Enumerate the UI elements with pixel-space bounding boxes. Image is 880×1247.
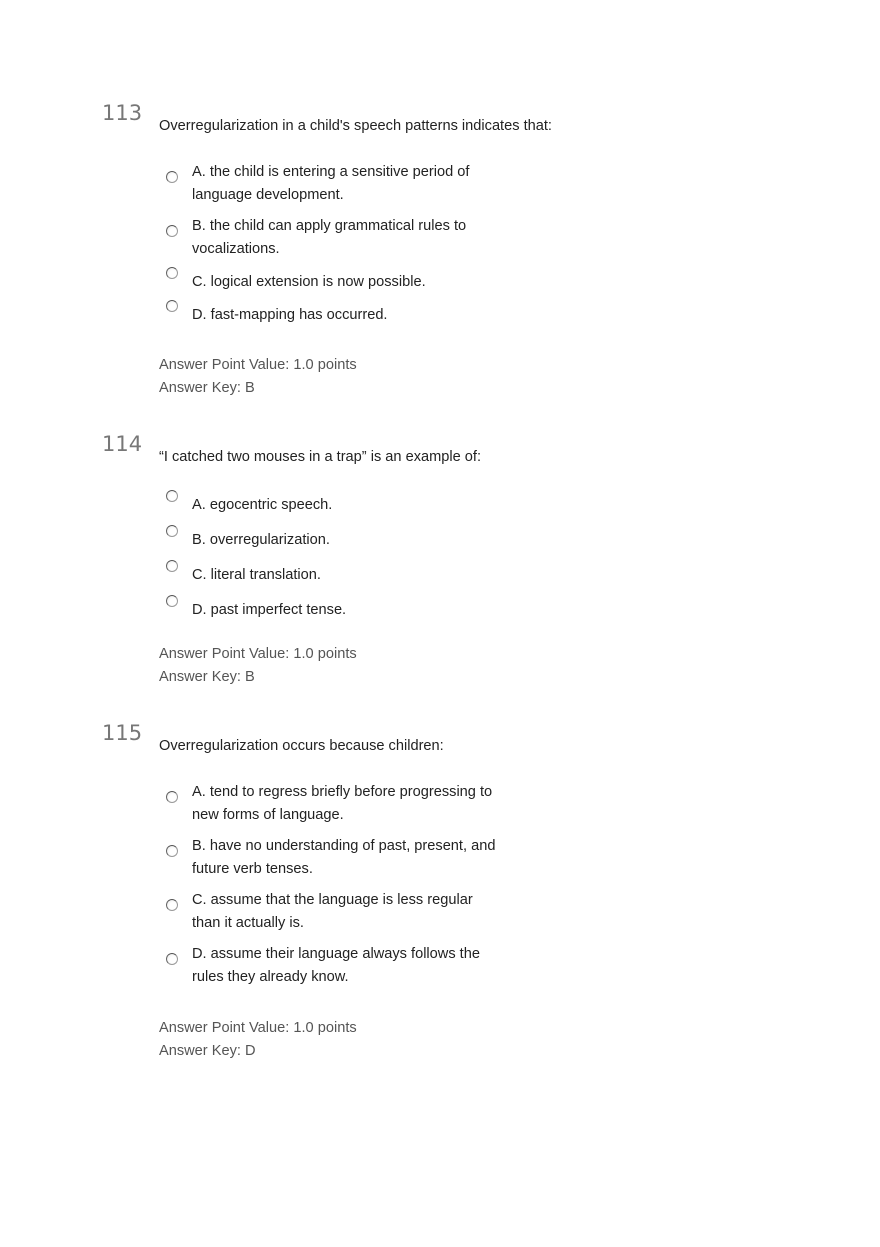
answer-key: Answer Key: B [159,669,255,685]
answer-point-value: Answer Point Value: 1.0 points [159,646,357,662]
radio-button-icon[interactable] [166,267,178,279]
option-label: B. the child can apply grammatical rules to vocalizations. [192,218,467,257]
option-b[interactable] [166,527,497,552]
option-label: B. have no understanding of past, present, and future verb tenses. [192,838,496,877]
options-list [166,492,497,630]
option-c[interactable] [166,889,497,935]
option-c[interactable] [166,562,497,587]
radio-button-icon[interactable] [166,225,178,237]
option-c[interactable] [166,269,497,294]
question-text: “I catched two mouses in a trap” is an example of: [159,449,482,465]
option-label: B. overregularization. [192,532,330,548]
option-d[interactable] [166,302,497,327]
radio-button-icon[interactable] [166,595,178,607]
radio-button-icon[interactable] [166,953,178,965]
option-a[interactable] [166,492,497,517]
radio-button-icon[interactable] [166,171,178,183]
option-label: D. fast-mapping has occurred. [192,307,388,323]
option-label: A. tend to regress briefly before progressing to new forms of language. [192,784,493,823]
option-label: C. logical extension is now possible. [192,274,426,290]
radio-button-icon[interactable] [166,525,178,537]
radio-button-icon[interactable] [166,560,178,572]
question-text: Overregularization in a child's speech patterns indicates that: [159,118,552,134]
answer-key: Answer Key: B [159,380,255,396]
options-list [166,161,497,335]
question-number: 115 [102,721,143,745]
question-number: 113 [102,101,143,125]
question-text: Overregularization occurs because children: [159,738,444,754]
option-b[interactable] [166,835,497,881]
answer-key: Answer Key: D [159,1043,256,1059]
option-d[interactable] [166,943,497,989]
option-label: C. literal translation. [192,567,321,583]
option-a[interactable] [166,781,497,827]
option-b[interactable] [166,215,497,261]
option-label: C. assume that the language is less regular than it actually is. [192,892,473,931]
question-number: 114 [102,432,143,456]
option-label: D. past imperfect tense. [192,602,347,618]
radio-button-icon[interactable] [166,791,178,803]
option-label: A. the child is entering a sensitive period of language development. [192,164,470,203]
option-d[interactable] [166,597,497,622]
radio-button-icon[interactable] [166,300,178,312]
option-label: D. assume their language always follows the rules they already know. [192,946,480,985]
radio-button-icon[interactable] [166,845,178,857]
radio-button-icon[interactable] [166,490,178,502]
answer-point-value: Answer Point Value: 1.0 points [159,1020,357,1036]
option-a[interactable] [166,161,497,207]
option-label: A. egocentric speech. [192,497,333,513]
radio-button-icon[interactable] [166,899,178,911]
answer-point-value: Answer Point Value: 1.0 points [159,357,357,373]
options-list [166,781,497,997]
